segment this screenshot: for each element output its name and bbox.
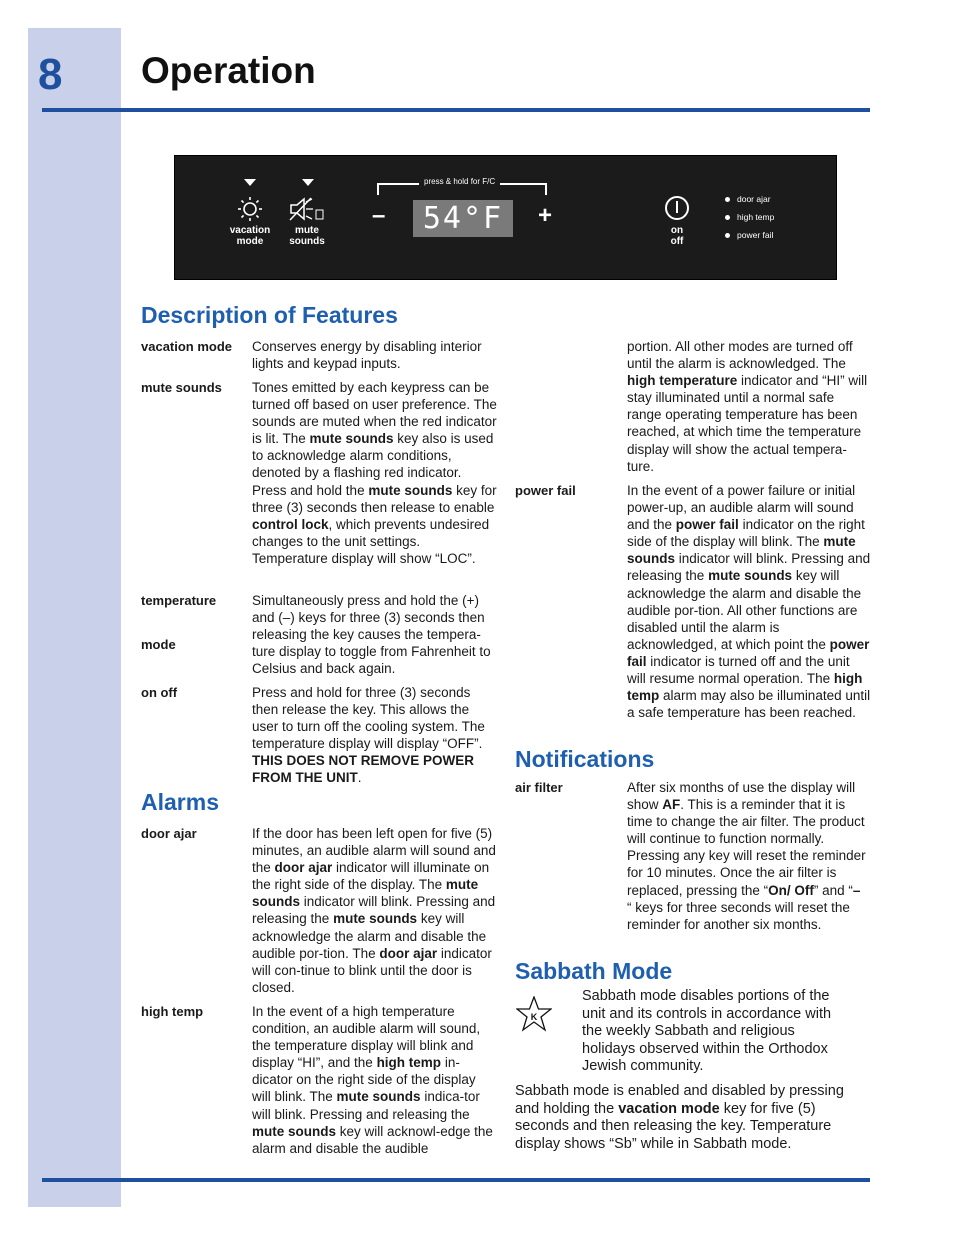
term-air-filter: air filter (515, 780, 563, 795)
vacation-label-2: mode (236, 236, 264, 247)
on-label: on (670, 225, 684, 236)
desc-sabbath-usage: Sabbath mode is enabled and disabled by pressing and holding the vacation mode key for five (5) seconds and then releasing the key. Temperature display shows “Sb” while in Sabbath mode. (515, 1083, 844, 1152)
term-mute-sounds: mute sounds (141, 380, 222, 395)
bottom-rule (42, 1178, 870, 1182)
on-off-button[interactable] (657, 225, 697, 247)
desc-high-temp: In the event of a high temperature condition, an audible alarm will sound, the temperature display will blink and display “HI”, and the high temp in-dicator on the right side of the display will blink. The mute sounds indica-tor will blink. Pressing and releasing the mute sounds key will acknowl-edge the alarm and disable the audible (252, 1004, 493, 1156)
vacation-mode-button[interactable] (223, 225, 277, 247)
control-panel (174, 155, 837, 280)
term-door-ajar: door ajar (141, 826, 197, 841)
top-rule (42, 108, 870, 112)
mute-label-1: mute (295, 225, 319, 236)
heading-alarms: Alarms (141, 789, 219, 815)
heading-notifications: Notifications (515, 746, 655, 772)
term-high-temp: high temp (141, 1004, 204, 1019)
indicator-door-ajar: door ajar (725, 194, 771, 204)
desc-temperature-mode: Simultaneously press and hold the (+) and (–) keys for three (3) seconds then releasing the key causes the tempera-ture display to toggle from Fahrenheit to Celsius and back again. (252, 593, 491, 677)
desc-door-ajar: If the door has been left open for five (5) minutes, an audible alarm will sound and the door ajar indicator will illuminate on the right side of the display. The mute sounds indicator will blink. Pressing and releasing the mute sounds key will acknowledge the alarm and disable the audible por-tion. The door ajar indicator will con-tinue to blink until the door is closed. (252, 826, 496, 995)
indicator-dot-icon (725, 215, 730, 220)
indicator-dot-icon (725, 197, 730, 202)
sun-icon (237, 196, 263, 222)
term-vacation-mode: vacation mode (141, 339, 233, 354)
plus-button[interactable]: + (538, 202, 553, 229)
page-number: 8 (38, 50, 63, 99)
heading-description: Description of Features (141, 302, 398, 328)
desc-air-filter: After six months of use the display will show AF. This is a reminder that it is time to change the air filter. The product will continue to function normally. Pressing any key will reset the reminder for 10 minutes. Once the air filter is replaced, pressing the “On/ Off” and “– “ keys for three seconds will reset the reminder for another six months. (627, 780, 866, 932)
off-label: off (670, 236, 684, 247)
vacation-label-1: vacation (229, 225, 271, 236)
vacation-arrow-icon (244, 179, 256, 186)
minus-button[interactable]: – (372, 202, 386, 229)
mute-label-2: sounds (289, 236, 325, 247)
desc-vacation-mode: Conserves energy by disabling interior lights and keypad inputs. (252, 339, 482, 372)
page-sidebar (28, 28, 121, 1207)
term-power-fail: power fail (515, 483, 576, 498)
desc-on-off: Press and hold for three (3) seconds then release the key. This allows the user to turn off the cooling system. The temperature display will display “OFF”. THIS DOES NOT REMOVE POWER FROM THE UNIT. (252, 685, 485, 786)
temperature-display: 54°F (413, 200, 513, 237)
desc-high-temp-continued: portion. All other modes are turned off until the alarm is acknowledged. The high temperature indicator and “HI” will stay illuminated until a normal safe range operating temperature has been reached, at which time the temperature display will show the actual tempera-ture. (627, 339, 868, 474)
term-on-off: on off (141, 685, 178, 700)
press-hold-label: press & hold for F/C (419, 177, 500, 186)
mute-sounds-button[interactable] (280, 225, 334, 247)
svg-text:K: K (530, 1012, 538, 1022)
term-temperature: temperature (141, 593, 217, 608)
indicator-high-temp: high temp (725, 212, 774, 222)
desc-sabbath-intro: Sabbath mode disables portions of the unit and its controls in accordance with the weekly Sabbath and religious holidays observed within the Orthodox Jewish community. (582, 988, 832, 1074)
kosher-star-icon (516, 996, 552, 1032)
desc-power-fail: In the event of a power failure or initial power-up, an audible alarm will sound and the power fail indicator on the right side of the display will blink. The mute sounds indicator will blink. Pressing and releasing the mute sounds key will acknowledge the alarm and disable the audible por-tion. All other functions are disabled until the alarm is acknowledged, at which point the power fail indicator is turned off and the unit will resume normal operation. The high temp alarm may also be illuminated until a safe temperature has been reached. (627, 483, 871, 721)
indicator-dot-icon (725, 233, 730, 238)
power-icon (665, 196, 689, 220)
mute-speaker-icon (289, 196, 329, 222)
heading-sabbath: Sabbath Mode (515, 958, 673, 984)
mute-arrow-icon (302, 179, 314, 186)
term-mode: mode (141, 637, 176, 652)
desc-mute-sounds: Tones emitted by each keypress can be turned off based on user preference. The sounds are muted when the red indicator is lit. The mute sounds key also is used to acknowledge alarm conditions, denoted by a flashing red indicator. Press and hold the mute sounds key for three (3) seconds then release to enable control lock, which prevents undesired changes to the unit settings. Temperature display will show “LOC”. (252, 380, 497, 566)
page-title: Operation (141, 50, 316, 91)
indicator-power-fail: power fail (725, 230, 773, 240)
